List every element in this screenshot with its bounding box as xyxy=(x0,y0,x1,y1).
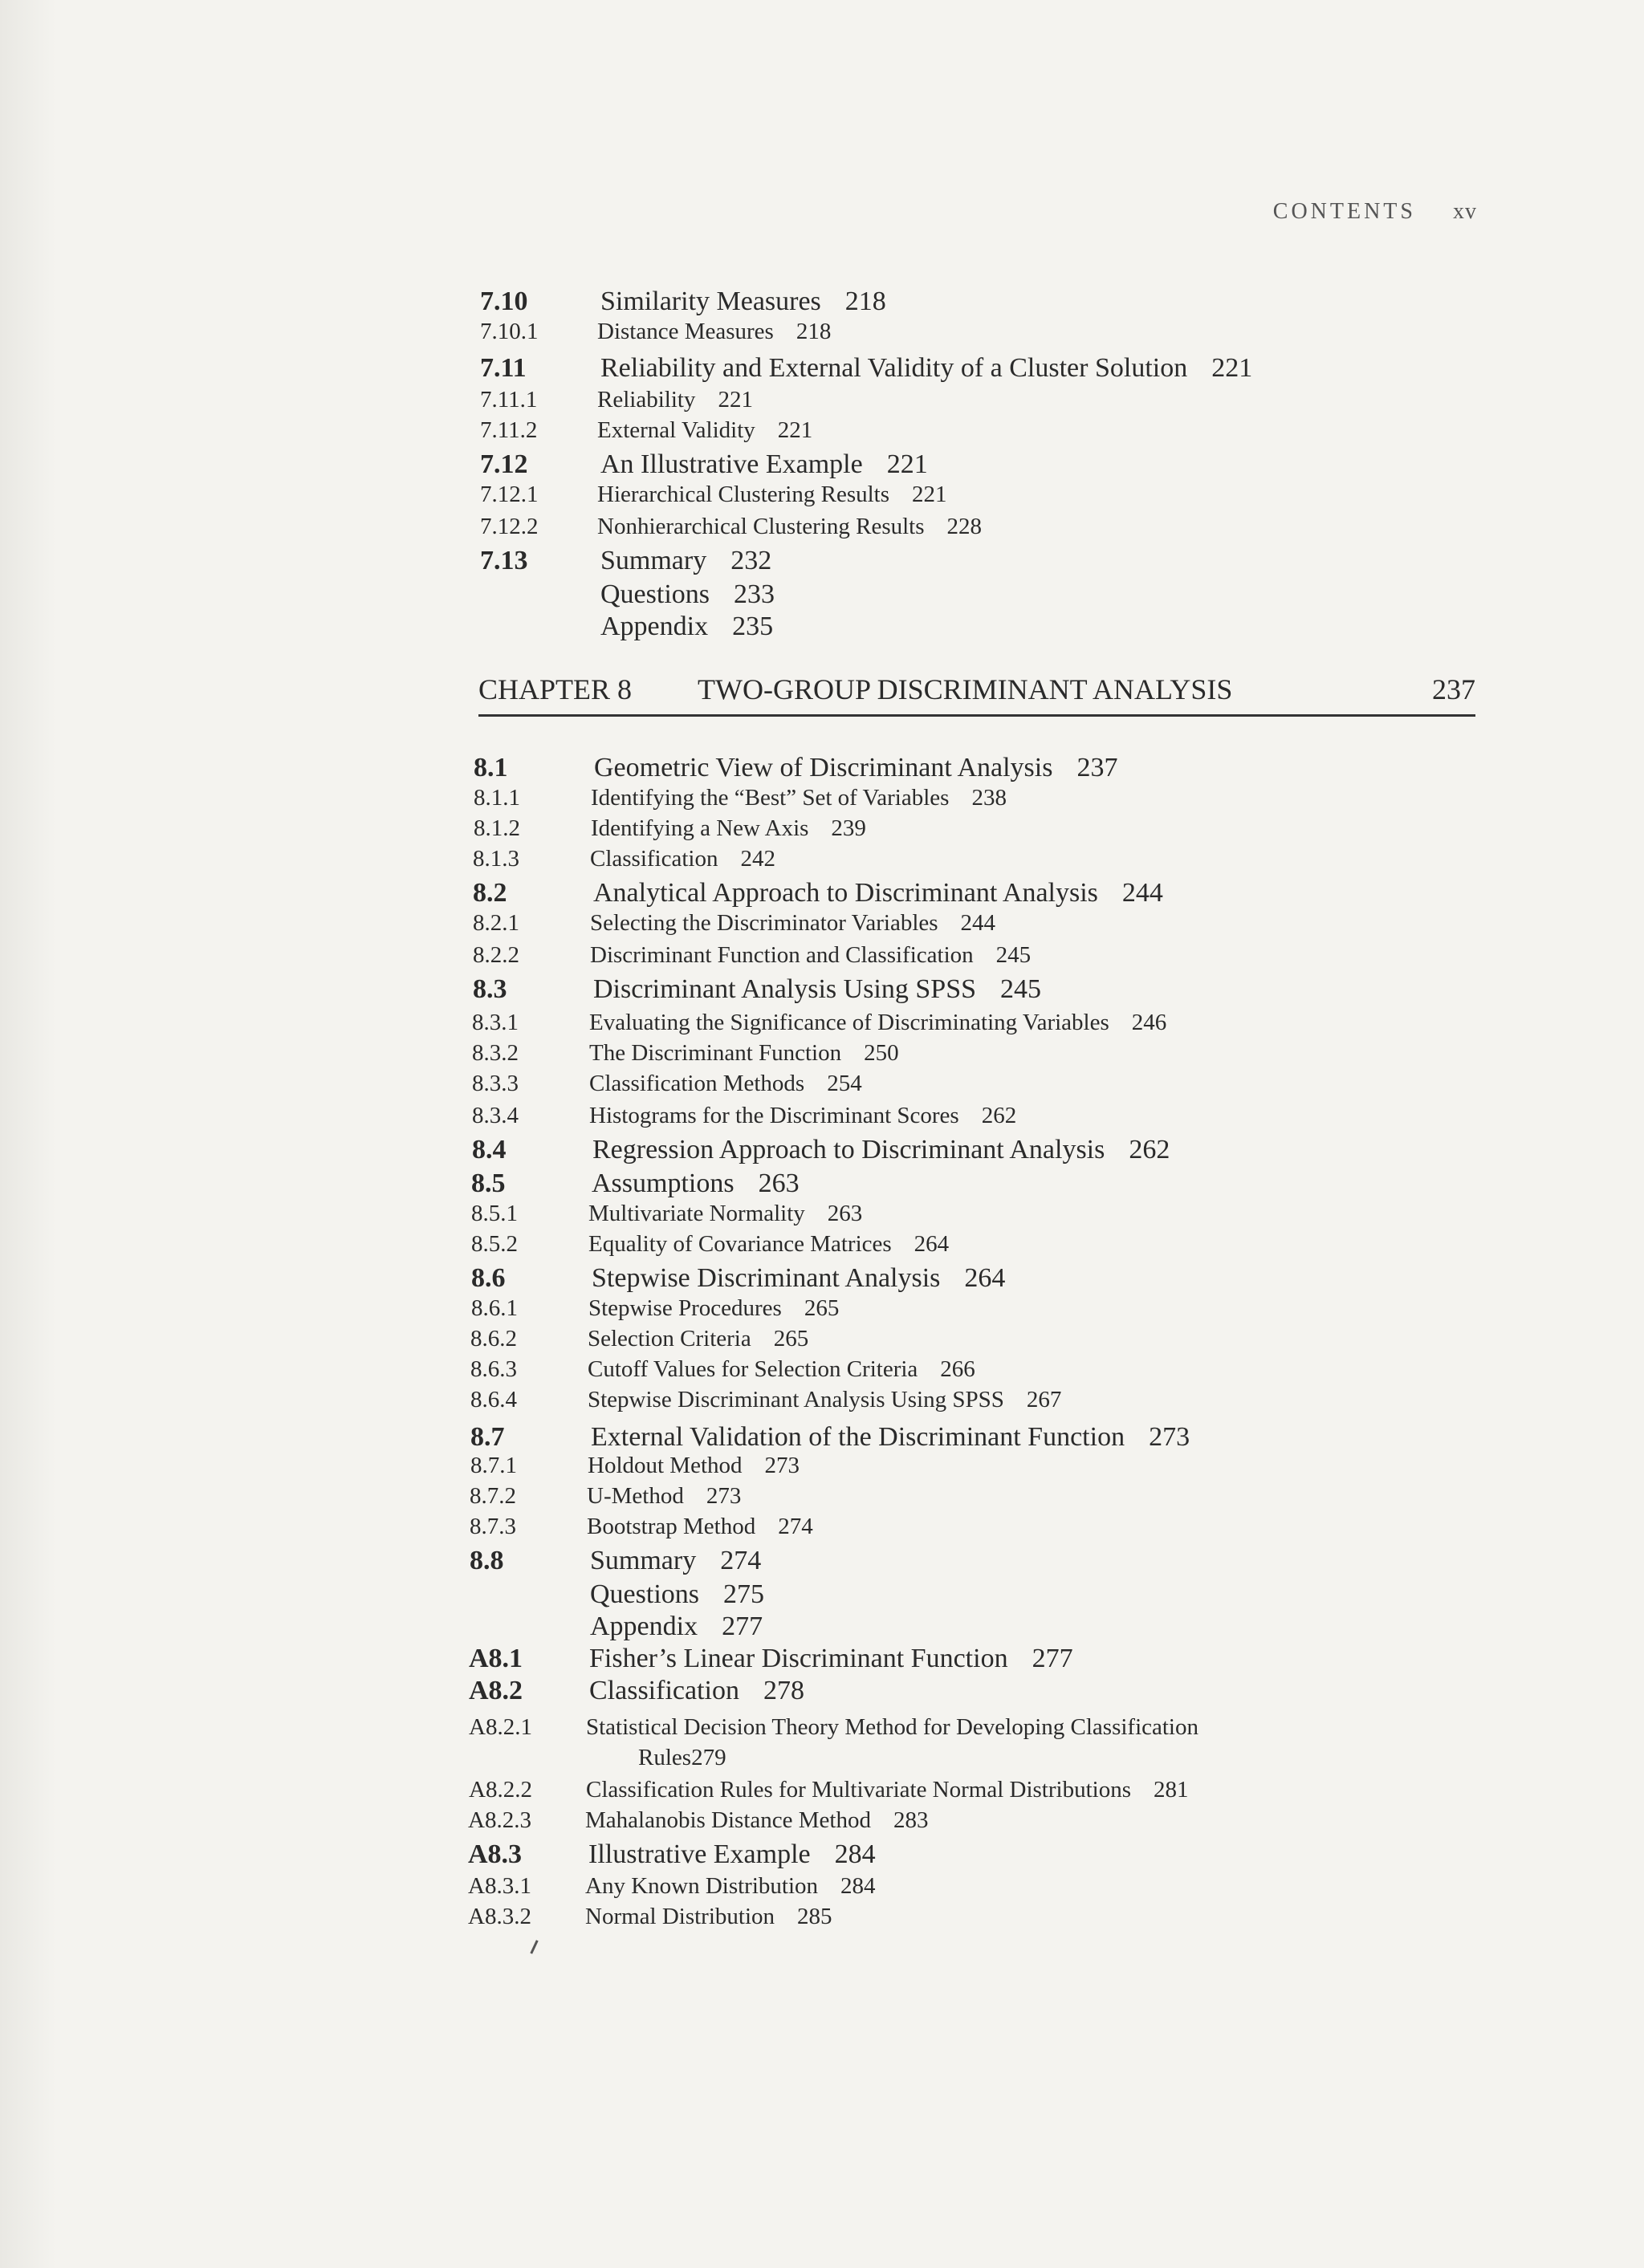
toc-title xyxy=(594,753,1117,783)
toc-title-text: Hierarchical Clustering Results xyxy=(597,482,890,507)
toc-section xyxy=(470,1546,1481,1581)
toc-number: 8.6.3 xyxy=(470,1356,517,1382)
toc-title-text: Multivariate Normality xyxy=(588,1201,805,1226)
toc-continuation xyxy=(469,1745,1480,1780)
toc-number: 8.7.2 xyxy=(470,1483,516,1509)
toc-title xyxy=(597,417,812,444)
toc-section xyxy=(468,1839,1479,1875)
toc-title-text: Statistical Decision Theory Method for Developing Classification xyxy=(586,1714,1198,1740)
toc-section xyxy=(472,1135,1483,1170)
toc-section xyxy=(480,287,1491,322)
toc-subsection xyxy=(470,1387,1482,1422)
toc-page-number: 263 xyxy=(827,1201,863,1226)
toc-title xyxy=(593,974,1041,1005)
toc-title xyxy=(597,514,982,540)
toc-page-number: 237 xyxy=(1076,753,1118,782)
toc-page-number: 244 xyxy=(1121,878,1163,908)
toc-title-text: Reliability and External Validity of a Cluster Solution xyxy=(600,353,1188,383)
toc-section xyxy=(469,1644,1480,1679)
toc-title xyxy=(600,287,886,317)
toc-page-number: 246 xyxy=(1131,1010,1167,1035)
toc-number: A8.3 xyxy=(468,1839,523,1869)
toc-title-text: Classification xyxy=(590,846,718,872)
toc-title-text: Analytical Approach to Discriminant Analysis xyxy=(593,878,1098,908)
toc-number: 8.2 xyxy=(473,878,507,908)
toc-page-number: 262 xyxy=(1129,1135,1170,1164)
toc-page-number: 254 xyxy=(827,1071,862,1096)
toc-section xyxy=(480,449,1491,485)
toc-title xyxy=(587,1514,813,1540)
toc-title-text: Holdout Method xyxy=(588,1453,743,1478)
toc-subsection xyxy=(480,417,1491,453)
toc-number: 8.5.1 xyxy=(471,1201,518,1226)
toc-number: 7.13 xyxy=(480,546,528,575)
toc-title-text: External Validity xyxy=(597,417,755,443)
toc-page-number: 245 xyxy=(995,942,1032,968)
toc-title xyxy=(588,1326,808,1352)
toc-page-number: 278 xyxy=(763,1676,804,1705)
toc-title xyxy=(597,319,831,345)
toc-title xyxy=(597,482,947,508)
toc-title-text: Classification Rules for Multivariate Normal Distributions xyxy=(586,1777,1131,1803)
toc-title-text: Nonhierarchical Clustering Results xyxy=(597,514,925,539)
toc-page-number: 273 xyxy=(764,1453,800,1478)
toc-title xyxy=(589,1103,1016,1129)
toc-page-number: 239 xyxy=(831,815,866,841)
toc-title xyxy=(588,1201,862,1227)
toc-title-text: Any Known Distribution xyxy=(585,1873,818,1899)
toc-page-number: 245 xyxy=(1000,974,1042,1004)
toc-title-text: Questions xyxy=(590,1579,699,1609)
toc-title xyxy=(591,815,866,842)
toc-title-text: Geometric View of Discriminant Analysis xyxy=(594,753,1053,782)
running-head xyxy=(1236,199,1477,225)
toc-title-text: An Illustrative Example xyxy=(600,449,863,479)
toc-title-text: The Discriminant Function xyxy=(589,1040,842,1066)
toc-page-number: 275 xyxy=(723,1579,764,1609)
toc-title-text: Rules xyxy=(638,1745,692,1770)
toc-number: A8.2.3 xyxy=(468,1807,531,1833)
toc-number: 8.6.2 xyxy=(470,1326,517,1351)
toc-title xyxy=(589,1010,1166,1036)
toc-title-text: Selection Criteria xyxy=(588,1326,751,1351)
toc-section xyxy=(480,546,1491,581)
toc-section xyxy=(480,579,1491,615)
toc-page-number: 221 xyxy=(886,449,928,479)
toc-page-number: 277 xyxy=(722,1612,763,1641)
toc-title-text: Discriminant Analysis Using SPSS xyxy=(593,974,977,1004)
toc-title-text: Equality of Covariance Matrices xyxy=(588,1231,892,1257)
toc-page-number: 274 xyxy=(778,1514,813,1539)
toc-number: 8.3.1 xyxy=(472,1010,519,1035)
toc-title xyxy=(587,1483,741,1510)
toc-page-number: 242 xyxy=(740,846,775,872)
toc-page-number: 267 xyxy=(1026,1387,1062,1412)
toc-title-text: Classification xyxy=(589,1676,739,1705)
toc-title-text: U-Method xyxy=(587,1483,684,1509)
toc-title xyxy=(590,846,775,872)
toc-page-number: 235 xyxy=(732,612,774,641)
toc-title xyxy=(590,1546,761,1576)
toc-title xyxy=(589,1071,862,1097)
toc-title xyxy=(600,546,771,576)
toc-page-number: 218 xyxy=(844,287,886,316)
toc-section xyxy=(473,878,1484,913)
toc-title xyxy=(600,579,775,610)
toc-number: 8.1.2 xyxy=(474,815,520,841)
toc-title xyxy=(592,1263,1005,1294)
toc-subsection xyxy=(472,1103,1483,1138)
toc-page-number: 221 xyxy=(718,387,753,413)
toc-title xyxy=(585,1873,876,1900)
toc-title-text: Classification Methods xyxy=(589,1071,805,1096)
toc-page-number: 277 xyxy=(1032,1644,1073,1673)
chapter-title: TWO-GROUP DISCRIMINANT ANALYSIS xyxy=(698,673,1233,705)
toc-title-text: Normal Distribution xyxy=(585,1904,775,1929)
toc-subsection xyxy=(473,846,1484,881)
toc-section xyxy=(480,353,1491,388)
chapter-label: CHAPTER 8 xyxy=(478,673,633,705)
toc-title xyxy=(592,1135,1170,1165)
toc-title-text: Distance Measures xyxy=(597,319,774,344)
toc-subsection xyxy=(473,910,1484,945)
toc-number: 7.12.2 xyxy=(480,514,539,539)
toc-number: 7.11 xyxy=(480,353,527,383)
toc-number: A8.3.2 xyxy=(468,1904,531,1929)
toc-number: 8.6 xyxy=(471,1263,506,1293)
toc-title xyxy=(590,942,1031,969)
pen-mark xyxy=(530,1940,538,1954)
toc-number: A8.3.1 xyxy=(468,1873,531,1899)
toc-section xyxy=(470,1612,1481,1647)
toc-title-text: Selecting the Discriminator Variables xyxy=(590,910,938,936)
toc-page-number: 266 xyxy=(940,1356,975,1382)
toc-page-number: 283 xyxy=(893,1807,929,1833)
binding-edge xyxy=(0,0,56,2268)
toc-number: A8.1 xyxy=(469,1644,523,1673)
toc-page-number: 264 xyxy=(914,1231,950,1257)
toc-page-number: 263 xyxy=(758,1169,800,1198)
toc-title xyxy=(590,910,995,937)
toc-title-text: Mahalanobis Distance Method xyxy=(585,1807,871,1833)
toc-section xyxy=(480,612,1491,647)
toc-number: 8.1.1 xyxy=(474,785,520,811)
toc-page-number: 221 xyxy=(912,482,947,507)
toc-title xyxy=(600,612,773,642)
toc-number: 8.2.2 xyxy=(473,942,519,968)
toc-section xyxy=(471,1263,1483,1299)
toc-title xyxy=(590,1612,763,1642)
toc-page-number: 221 xyxy=(1211,353,1253,383)
toc-page-number: 265 xyxy=(773,1326,809,1351)
toc-subsection xyxy=(471,1231,1483,1266)
toc-title-text: Appendix xyxy=(600,612,709,641)
toc-title-text: Stepwise Discriminant Analysis Using SPSS xyxy=(588,1387,1004,1412)
toc-number: 8.7 xyxy=(470,1422,505,1452)
toc-title xyxy=(588,1453,800,1479)
toc-title-text: Summary xyxy=(590,1546,697,1575)
toc-title xyxy=(591,1422,1190,1453)
running-head-title: CONTENTS xyxy=(1272,199,1416,224)
toc-title xyxy=(588,1387,1061,1413)
toc-title xyxy=(600,449,928,480)
toc-title xyxy=(597,387,753,413)
toc-title-text: Summary xyxy=(600,546,707,575)
toc-number: 8.1.3 xyxy=(473,846,519,872)
toc-page-number: 238 xyxy=(971,785,1007,811)
toc-title-text: Histograms for the Discriminant Scores xyxy=(589,1103,959,1128)
toc-title-text: Similarity Measures xyxy=(600,287,821,316)
toc-page-number: 232 xyxy=(730,546,772,575)
toc-number: A8.2 xyxy=(469,1676,523,1705)
toc-title xyxy=(591,785,1007,811)
toc-title-text: External Validation of the Discriminant Function xyxy=(591,1422,1125,1452)
toc-page-number: 264 xyxy=(964,1263,1006,1293)
toc-page-number: 279 xyxy=(691,1745,726,1770)
toc-number: 8.5.2 xyxy=(471,1231,518,1257)
toc-number: A8.2.2 xyxy=(469,1777,532,1803)
toc-page-number: 221 xyxy=(777,417,813,443)
toc-number: 8.3.2 xyxy=(472,1040,519,1066)
toc-section xyxy=(474,753,1485,788)
toc-number: 8.5 xyxy=(471,1169,506,1198)
toc-title xyxy=(592,1169,800,1199)
toc-page-number: 250 xyxy=(864,1040,899,1066)
toc-page-number: 281 xyxy=(1153,1777,1189,1803)
toc-page-number: 273 xyxy=(1149,1422,1190,1452)
toc-title xyxy=(586,1777,1188,1803)
toc-number: 8.3.4 xyxy=(472,1103,519,1128)
toc-title-text: Stepwise Discriminant Analysis xyxy=(592,1263,941,1293)
toc-section xyxy=(473,974,1484,1010)
toc-title xyxy=(588,1295,839,1322)
toc-title xyxy=(589,1040,899,1067)
toc-section xyxy=(469,1676,1480,1711)
toc-title-text: Fisher’s Linear Discriminant Function xyxy=(589,1644,1008,1673)
toc-subsection xyxy=(472,1071,1483,1106)
toc-title xyxy=(593,878,1163,908)
chapter-page: 237 xyxy=(1432,673,1475,705)
toc-number: 8.4 xyxy=(472,1135,507,1164)
toc-title xyxy=(588,1839,876,1870)
running-head-page: xv xyxy=(1453,199,1477,224)
toc-title-text: Cutoff Values for Selection Criteria xyxy=(588,1356,918,1382)
toc-title xyxy=(588,1356,975,1383)
toc-title-text: Evaluating the Significance of Discriminating Variables xyxy=(589,1010,1109,1035)
toc-title-text: Illustrative Example xyxy=(588,1839,811,1869)
toc-page-number: 284 xyxy=(840,1873,876,1899)
toc-page-number: 274 xyxy=(720,1546,762,1575)
toc-title-text: Appendix xyxy=(590,1612,698,1641)
toc-number: 7.11.2 xyxy=(480,417,538,443)
toc-number: 7.10 xyxy=(480,287,528,316)
toc-number: 8.6.1 xyxy=(471,1295,518,1321)
toc-subsection xyxy=(473,942,1484,978)
toc-subsection xyxy=(480,319,1491,354)
toc-title-text: Regression Approach to Discriminant Analysis xyxy=(592,1135,1105,1164)
toc-number: 7.12.1 xyxy=(480,482,539,507)
toc-title xyxy=(586,1714,1198,1741)
toc-section xyxy=(470,1579,1481,1615)
toc-page-number: 244 xyxy=(960,910,996,936)
toc-number: 8.6.4 xyxy=(470,1387,517,1412)
toc-page-number: 265 xyxy=(804,1295,840,1321)
toc-title xyxy=(589,1676,804,1706)
toc-title xyxy=(590,1579,764,1610)
toc-page-number: 285 xyxy=(797,1904,832,1929)
toc-number: 7.12 xyxy=(480,449,528,479)
toc-number: 7.11.1 xyxy=(480,387,538,413)
toc-page-number: 228 xyxy=(946,514,983,539)
toc-title xyxy=(589,1644,1073,1674)
toc-title-text: Stepwise Procedures xyxy=(588,1295,782,1321)
toc-title-text: Reliability xyxy=(597,387,696,413)
toc-title-text: Bootstrap Method xyxy=(587,1514,756,1539)
toc-number: 8.2.1 xyxy=(473,910,519,936)
toc-title xyxy=(585,1904,832,1930)
toc-number: A8.2.1 xyxy=(469,1714,532,1740)
toc-subsection xyxy=(480,514,1491,549)
toc-number: 8.3.3 xyxy=(472,1071,519,1096)
toc-title-text: Questions xyxy=(600,579,710,609)
toc-title-text: Discriminant Function and Classification xyxy=(590,942,974,968)
toc-title xyxy=(638,1745,726,1771)
toc-title xyxy=(585,1807,928,1834)
toc-subsection xyxy=(470,1514,1481,1549)
toc-number: 8.8 xyxy=(470,1546,504,1575)
toc-page-number: 218 xyxy=(796,319,832,344)
toc-page-number: 284 xyxy=(834,1839,876,1869)
toc-number: 7.10.1 xyxy=(480,319,539,344)
toc-page-number: 273 xyxy=(706,1483,742,1509)
toc-title-text: Identifying the “Best” Set of Variables xyxy=(591,785,950,811)
toc-number: 8.3 xyxy=(473,974,507,1004)
toc-page-number: 262 xyxy=(981,1103,1017,1128)
toc-subsection xyxy=(480,482,1491,517)
toc-title-text: Identifying a New Axis xyxy=(591,815,809,841)
toc-title xyxy=(600,353,1252,384)
toc-number: 8.7.1 xyxy=(470,1453,517,1478)
toc-number: 8.1 xyxy=(474,753,508,782)
toc-number: 8.7.3 xyxy=(470,1514,516,1539)
toc-subsection xyxy=(468,1904,1479,1939)
toc-subsection xyxy=(468,1807,1479,1843)
toc-title-text: Assumptions xyxy=(592,1169,735,1198)
toc-page-number: 233 xyxy=(734,579,775,609)
chapter-heading xyxy=(478,673,1475,717)
toc-section xyxy=(471,1169,1483,1204)
toc-title xyxy=(588,1231,949,1258)
